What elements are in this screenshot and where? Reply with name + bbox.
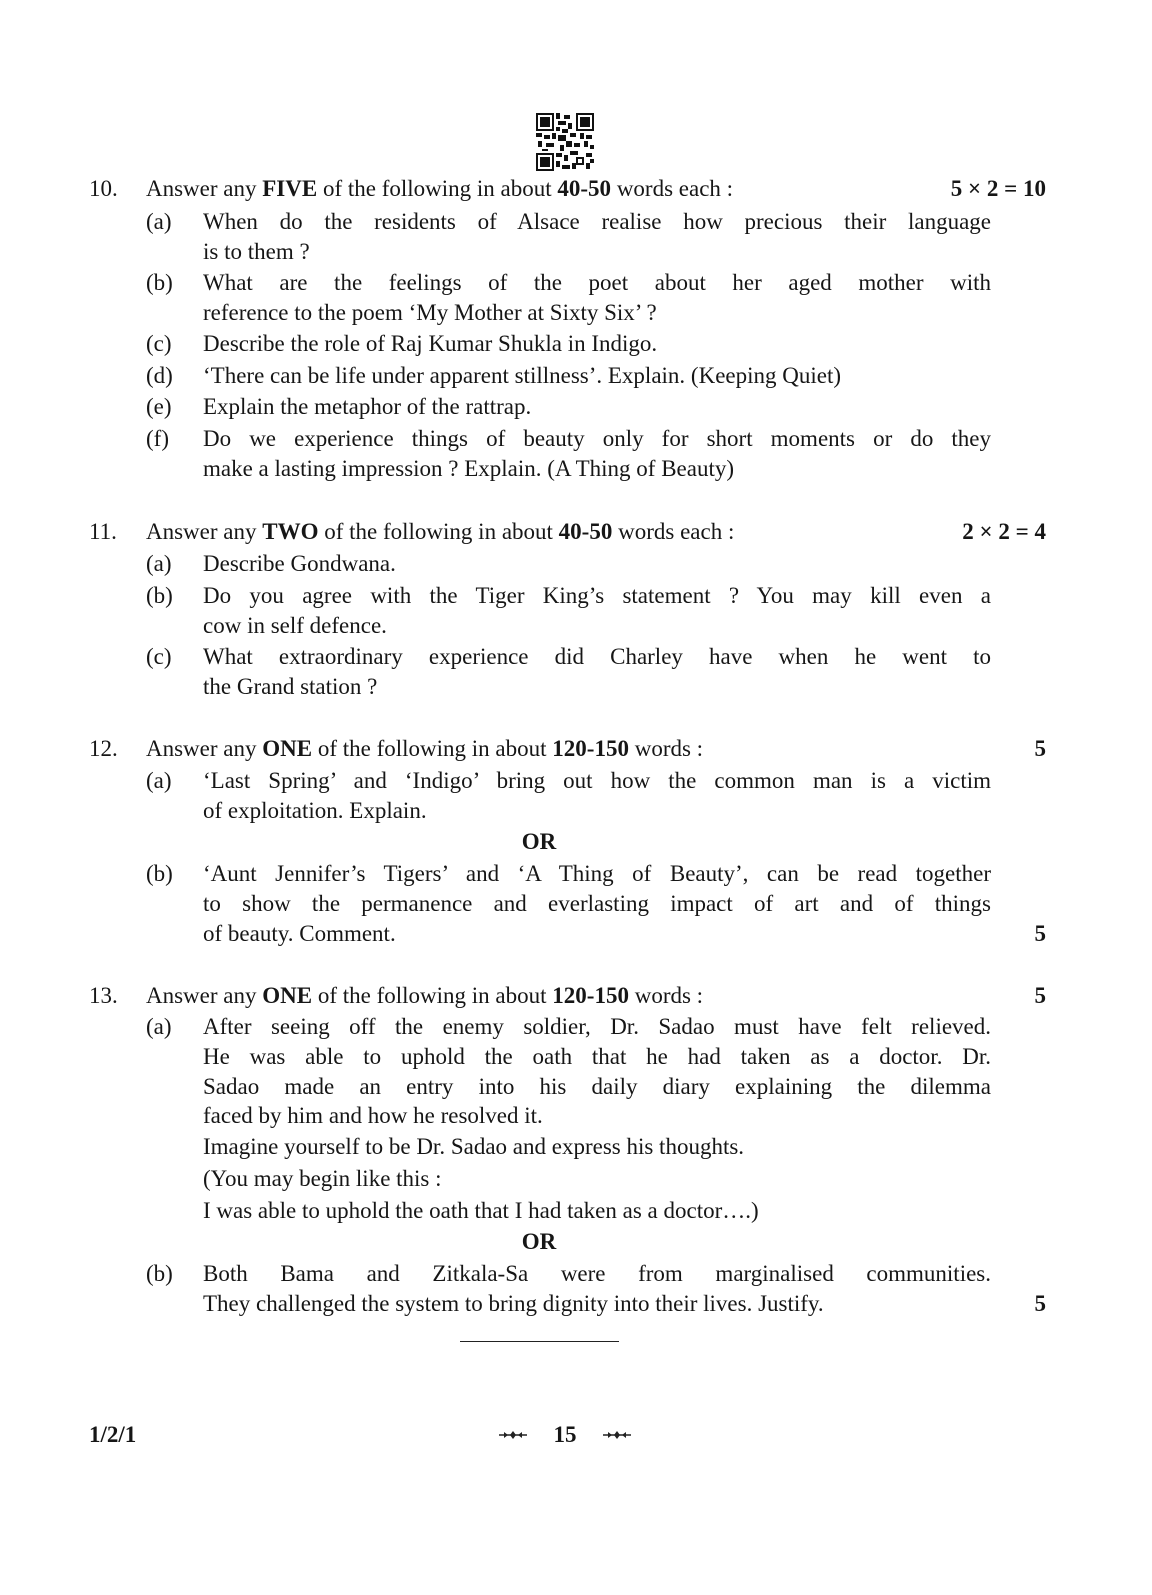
question-13-marks: 5 — [1034, 983, 1046, 1008]
page-number-footer — [498, 1420, 632, 1450]
question-11b-line-1: Do you agree with the Tiger King’s statement ? You may kill even a — [203, 583, 991, 608]
question-11b-label: (b) — [146, 583, 173, 608]
question-13a-line-4: faced by him and how he resolved it. — [203, 1103, 543, 1128]
question-10a-label: (a) — [146, 209, 172, 234]
question-11-number: 11. — [89, 519, 117, 544]
question-13a-line-2: He was able to uphold the oath that he had taken as a doctor. Dr. — [203, 1044, 991, 1069]
question-13a-line-5: Imagine yourself to be Dr. Sadao and express his thoughts. — [203, 1134, 745, 1159]
question-11-marks: 2 × 2 = 4 — [962, 519, 1046, 544]
question-12b-line-2: to show the permanence and everlasting impact of art and of things — [203, 891, 991, 916]
question-11a-line-1: Describe Gondwana. — [203, 551, 396, 576]
question-11-instruction: Answer any TWO of the following in about 40-50 words each : — [146, 519, 735, 544]
question-10-instruction: Answer any FIVE of the following in about 40-50 words each : — [146, 176, 734, 201]
question-12b-line-1: ‘Aunt Jennifer’s Tigers’ and ‘A Thing of Beauty’, can be read together — [203, 861, 991, 886]
question-10f-line-1: Do we experience things of beauty only for short moments or do they — [203, 426, 991, 451]
question-10b-line-1: What are the feelings of the poet about her aged mother with — [203, 270, 991, 295]
question-13a-line-6: (You may begin like this : — [203, 1166, 442, 1191]
question-13a-line-7: I was able to uphold the oath that I had taken as a doctor….) — [203, 1198, 759, 1223]
question-10c-line-1: Describe the role of Raj Kumar Shukla in Indigo. — [203, 331, 658, 356]
question-13b-line-2: They challenged the system to bring dignity into their lives. Justify. — [203, 1291, 824, 1316]
question-12-marks: 5 — [1034, 736, 1046, 761]
question-13b-marks: 5 — [1034, 1291, 1046, 1316]
question-10f-label: (f) — [146, 426, 169, 451]
left-ornament-icon — [498, 1428, 528, 1442]
page-number: 15 — [553, 1422, 577, 1447]
question-13b-label: (b) — [146, 1261, 173, 1286]
question-12a-line-2: of exploitation. Explain. — [203, 798, 427, 823]
question-11a-label: (a) — [146, 551, 172, 576]
question-13-number: 13. — [89, 983, 118, 1008]
question-10e-label: (e) — [146, 394, 172, 419]
question-10a-line-2: is to them ? — [203, 239, 310, 264]
question-12-or-divider: OR — [521, 829, 557, 854]
question-12-instruction: Answer any ONE of the following in about 120-150 words : — [146, 736, 704, 761]
question-13a-line-3: Sadao made an entry into his daily diary explaining the dilemma — [203, 1074, 991, 1099]
question-11c-line-1: What extraordinary experience did Charley have when he went to — [203, 644, 991, 669]
question-10b-line-2: reference to the poem ‘My Mother at Sixty Six’ ? — [203, 300, 657, 325]
question-13b-line-1: Both Bama and Zitkala-Sa were from marginalised communities. — [203, 1261, 991, 1286]
question-10c-label: (c) — [146, 331, 172, 356]
question-13-or-divider: OR — [521, 1229, 557, 1254]
question-12a-label: (a) — [146, 768, 172, 793]
question-11c-label: (c) — [146, 644, 172, 669]
question-11b-line-2: cow in self defence. — [203, 613, 387, 638]
question-13a-label: (a) — [146, 1014, 172, 1039]
question-12-number: 12. — [89, 736, 118, 761]
question-10f-line-2: make a lasting impression ? Explain. (A Thing of Beauty) — [203, 456, 735, 481]
question-10-marks: 5 × 2 = 10 — [950, 176, 1046, 201]
question-13-instruction: Answer any ONE of the following in about 120-150 words : — [146, 983, 704, 1008]
question-12b-label: (b) — [146, 861, 173, 886]
question-paper-code: 1/2/1 — [89, 1422, 137, 1447]
question-12b-line-3: of beauty. Comment. — [203, 921, 396, 946]
question-10a-line-1: When do the residents of Alsace realise how precious their language — [203, 209, 991, 234]
question-13a-line-1: After seeing off the enemy soldier, Dr. Sadao must have felt relieved. — [203, 1014, 991, 1039]
question-11c-line-2: the Grand station ? — [203, 674, 378, 699]
end-of-questions-rule — [460, 1341, 619, 1342]
question-10b-label: (b) — [146, 270, 173, 295]
question-10e-line-1: Explain the metaphor of the rattrap. — [203, 394, 532, 419]
question-10d-line-1: ‘There can be life under apparent stillness’. Explain. (Keeping Quiet) — [203, 363, 842, 388]
right-ornament-icon — [602, 1428, 632, 1442]
question-12a-line-1: ‘Last Spring’ and ‘Indigo’ bring out how the common man is a victim — [203, 768, 991, 793]
question-12b-marks: 5 — [1034, 921, 1046, 946]
question-10d-label: (d) — [146, 363, 173, 388]
question-10-number: 10. — [89, 176, 118, 201]
qr-code-icon — [536, 113, 594, 171]
